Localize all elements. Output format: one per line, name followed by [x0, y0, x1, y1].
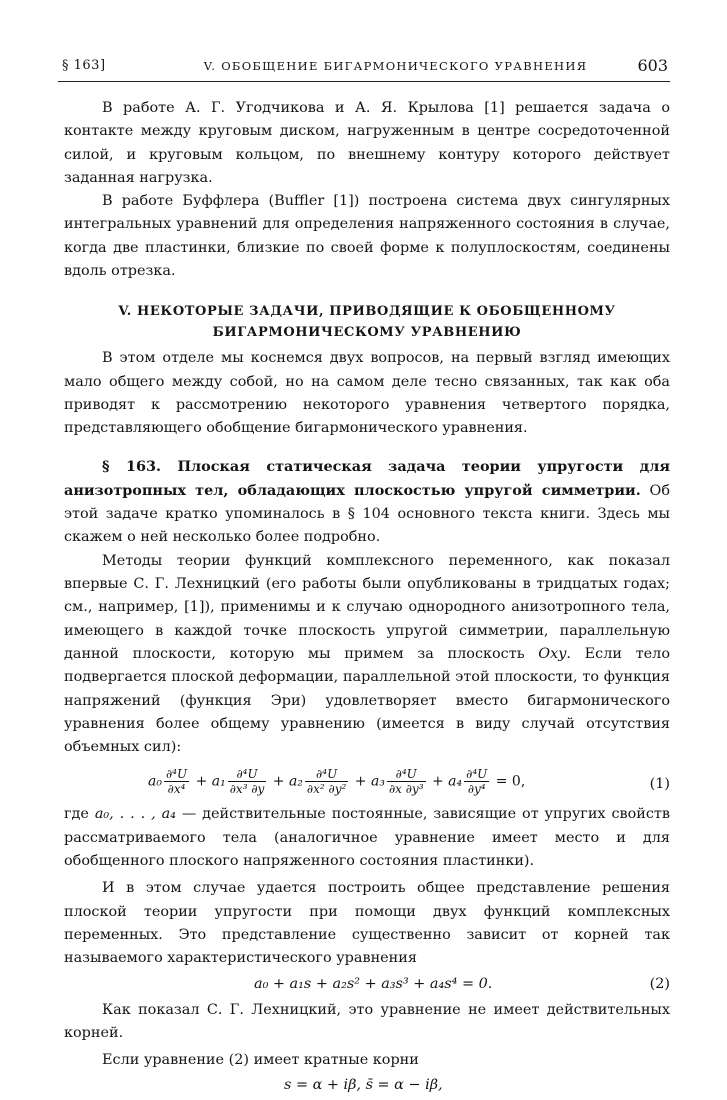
paragraph-no-real-roots: Как показал С. Г. Лехницкий, это уравнение не имеет действительных корней. — [64, 1001, 670, 1041]
paragraph-multiple-roots: Если уравнение (2) имеет кратные корни — [102, 1052, 419, 1069]
header-rule — [58, 81, 670, 82]
paragraph-ugodchikov: В работе А. Г. Угодчикова и А. Я. Крылова [1] решается задача о контакте между круговым диском, нагруженным в центре сосредоточенной силой, и круговым кольцом, по внешнему контуру которого действует заданная нагрузка. — [64, 100, 670, 186]
eq1-coeff-4: a₄ — [448, 773, 463, 790]
paragraph-buffler: В работе Буффлера (Buffler [1]) построена система двух сингулярных интегральных уравнений для определения напряженного состояния в случае, когда две пластинки, близкие по своей форме к полуплоскостям, соединены вдоль отрезка. — [64, 193, 670, 280]
eq1-coeff-3: a₃ — [370, 773, 385, 790]
equation-1 — [64, 759, 670, 803]
equation-1-body: a₀ $\frac{\text{∂⁴U}}{\text{∂x⁴}}$ + a₁ $\frac{\text{∂⁴U}}{\text{∂x³ ∂y}}$ + a₂ $\frac{\text{∂⁴U}}{\text{∂x² ∂y²}}$ + a₃ $\frac{\text{∂⁴U}}{\text{∂x ∂y³}}$ + a₄ $\frac{\text{∂⁴U}}{\text{∂y⁴}}$ = 0, — [148, 767, 526, 797]
paragraph-163-intro — [64, 455, 670, 550]
equation-2 — [64, 971, 670, 999]
paragraph-representation: И в этом случае удается построить общее представление решения плоской теории упругости при помощи двух функций комплексных переменных. Это представление существенно зависит от корней так называемого характеристического уравнения — [64, 880, 670, 967]
paragraph-coefficients: где a₀, . . . , a₄ — действительные постоянные, зависящие от упругих свойств рассматриваемого тела (аналогичное уравнение имеет место и для обобщенного плоского напряженного состояния пластинки). — [64, 806, 670, 870]
plane-oxy: Oxy — [538, 645, 567, 662]
header-section-ref: § 163] — [62, 58, 106, 73]
equation-3 — [64, 1072, 670, 1100]
page-body — [64, 97, 670, 1100]
running-header — [58, 56, 670, 80]
coefficient-list: a₀, . . . , a₄ — [94, 806, 176, 823]
paragraph-methods: Методы теории функций комплексного переменного, как показал впервые С. Г. Лехницкий (его работы были опубликованы в тридцатых годах; см., например, [1]), применимы и к случаю однородного анизотропного тела, имеющего в каждой точке плоскость упругой симметрии, параллельную данной плоскости, которую мы примем за плоскость Oxy. Если тело подвергается плоской деформации, параллельной этой плоскости, то функция напряжений (функция Эри) удовлетворяет вместо бигармонического уравнения более общему уравнению (имеется в виду случай отсутствия объемных сил): — [64, 552, 670, 756]
paragraph-163-heading: § 163. Плоская статическая задача теории упругости для анизотропных тел, обладающих плоскостью упругой симметрии. — [64, 457, 670, 499]
equation-2-body: a₀ + a₁s + a₂s² + a₃s³ + a₄s⁴ = 0. — [254, 975, 493, 992]
equation-3-body: s = α + iβ, s̄ = α − iβ, — [284, 1077, 443, 1094]
eq1-coeff-2: a₂ — [288, 773, 303, 790]
eq1-coeff-1: a₁ — [211, 773, 226, 790]
page-number: 603 — [637, 56, 668, 75]
paragraph-163-text: Об этой задаче кратко упоминалось в § 104 основного текста книги. Здесь мы скажем о ней несколько более подробно. — [64, 482, 670, 546]
eq1-coeff-0: a₀ — [148, 773, 162, 790]
section-title: V. НЕКОТОРЫЕ ЗАДАЧИ, ПРИВОДЯЩИЕ К ОБОБЩЕННОМУ БИГАРМОНИЧЕСКОМУ УРАВНЕНИЮ — [118, 304, 616, 341]
equation-1-number: (1) — [649, 776, 670, 793]
equation-2-number: (2) — [649, 975, 670, 992]
header-chapter-title: V. ОБОБЩЕНИЕ БИГАРМОНИЧЕСКОГО УРАВНЕНИЯ — [203, 59, 588, 73]
paragraph-section-intro: В этом отделе мы коснемся двух вопросов, на первый взгляд имеющих мало общего между собой, но на самом деле тесно связанных, так как оба приводят к рассмотрению некоторого уравнения четвертого порядка, представляющего обобщение бигармонического уравнения. — [64, 350, 670, 437]
